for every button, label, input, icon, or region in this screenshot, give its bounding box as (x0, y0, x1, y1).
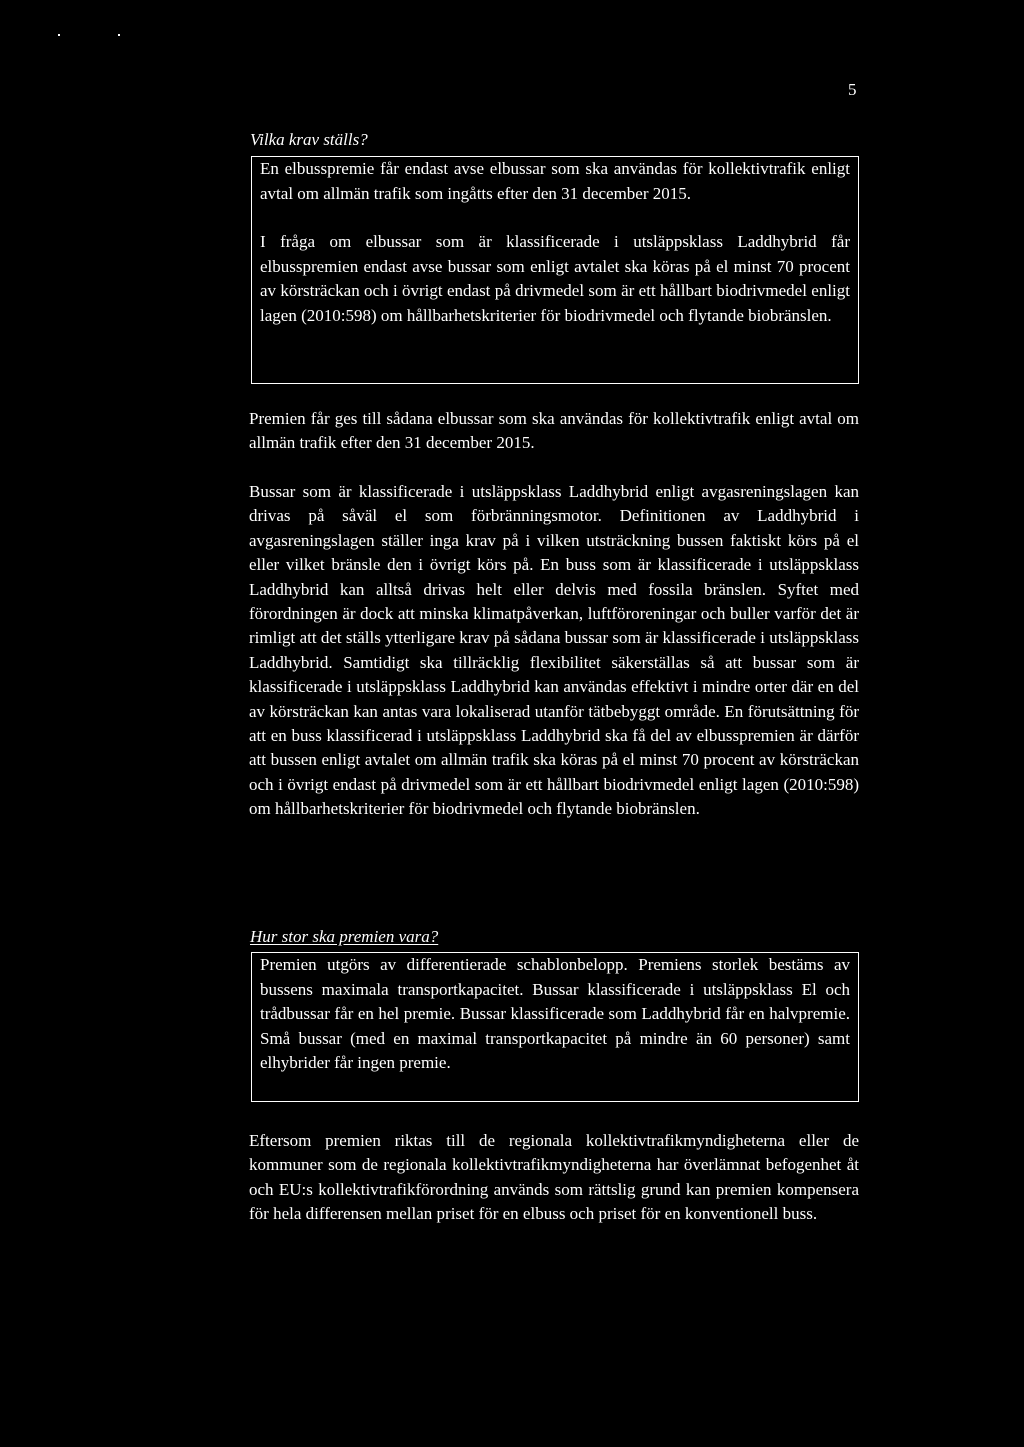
scan-artifact-dot (58, 34, 60, 36)
body-paragraph: Bussar som är klassificerade i utsläppsklass Laddhybrid enligt avgasreningslagen kan drivas på såväl el som förbränningsmotor. Definitionen av Laddhybrid i avgasreningslagen ställer inga krav på i vilken utsträckning bussen faktiskt körs på el eller vilket bränsle den i övrigt körs på. En buss som är klassificerade i utsläppsklass Laddhybrid kan alltså drivas helt eller delvis med fossila bränslen. Syftet med förordningen är dock att minska klimatpåverkan, luftföroreningar och buller varför det är rimligt att det ställs ytterligare krav på sådana bussar som är klassificerade i utsläppsklass Laddhybrid. Samtidigt ska tillräcklig flexibilitet säkerställas så att bussar som är klassificerade i utsläppsklass Laddhybrid kan användas effektivt i mindre orter där en del av körsträckan kan antas vara lokaliserad utanför tätbebyggt område. En förutsättning för att en buss klassificerad i utsläppsklass Laddhybrid ska få del av elbusspremien är därför att bussen enligt avtalet om allmän trafik ska köras på el minst 70 procent av körsträckan och i övrigt endast på drivmedel som är ett hållbart biodrivmedel enligt lagen (2010:598) om hållbarhetskriterier för biodrivmedel och flytande biobränslen. (249, 482, 859, 819)
premium-size-box (251, 952, 859, 1102)
page-number: 5 (848, 80, 857, 99)
requirements-box (251, 156, 859, 384)
box-paragraph: I fråga om elbussar som är klassificerade i utsläppsklass Laddhybrid får elbusspremien endast avse bussar som enligt avtalet ska köras på el minst 70 procent av körsträckan och i övrigt endast på drivmedel som är ett hållbart biodrivmedel enligt lagen (2010:598) om hållbarhetskriterier för biodrivmedel och flytande biobränslen. (260, 232, 850, 325)
scan-artifact-dot (118, 34, 120, 36)
box-paragraph: En elbusspremie får endast avse elbussar som ska användas för kollektivtrafik enligt avtal om allmän trafik som ingåtts efter den 31 december 2015. (260, 159, 850, 203)
section-heading-premium-size: Hur stor ska premien vara? (250, 927, 439, 946)
body-paragraph: Eftersom premien riktas till de regionala kollektivtrafikmyndigheterna eller de kommuner som de regionala kollektivtrafikmyndigheterna har överlämnat befogenhet åt och EU:s kollektivtrafikförordning används som rättslig grund kan premien kompensera för hela differensen mellan priset för en elbuss och priset för en konventionell buss. (249, 1131, 859, 1224)
body-paragraph: Premien får ges till sådana elbussar som ska användas för kollektivtrafik enligt avtal om allmän trafik efter den 31 december 2015. (249, 409, 859, 453)
section-heading-requirements: Vilka krav ställs? (250, 130, 368, 149)
box-paragraph: Premien utgörs av differentierade schablonbelopp. Premiens storlek bestäms av bussens maximala transportkapacitet. Bussar klassificerade i utsläppsklass El och trådbussar får en hel premie. Bussar klassificerade som Laddhybrid får en halvpremie. Små bussar (med en maximal transportkapacitet på mindre än 60 personer) samt elhybrider får ingen premie. (260, 955, 850, 1072)
